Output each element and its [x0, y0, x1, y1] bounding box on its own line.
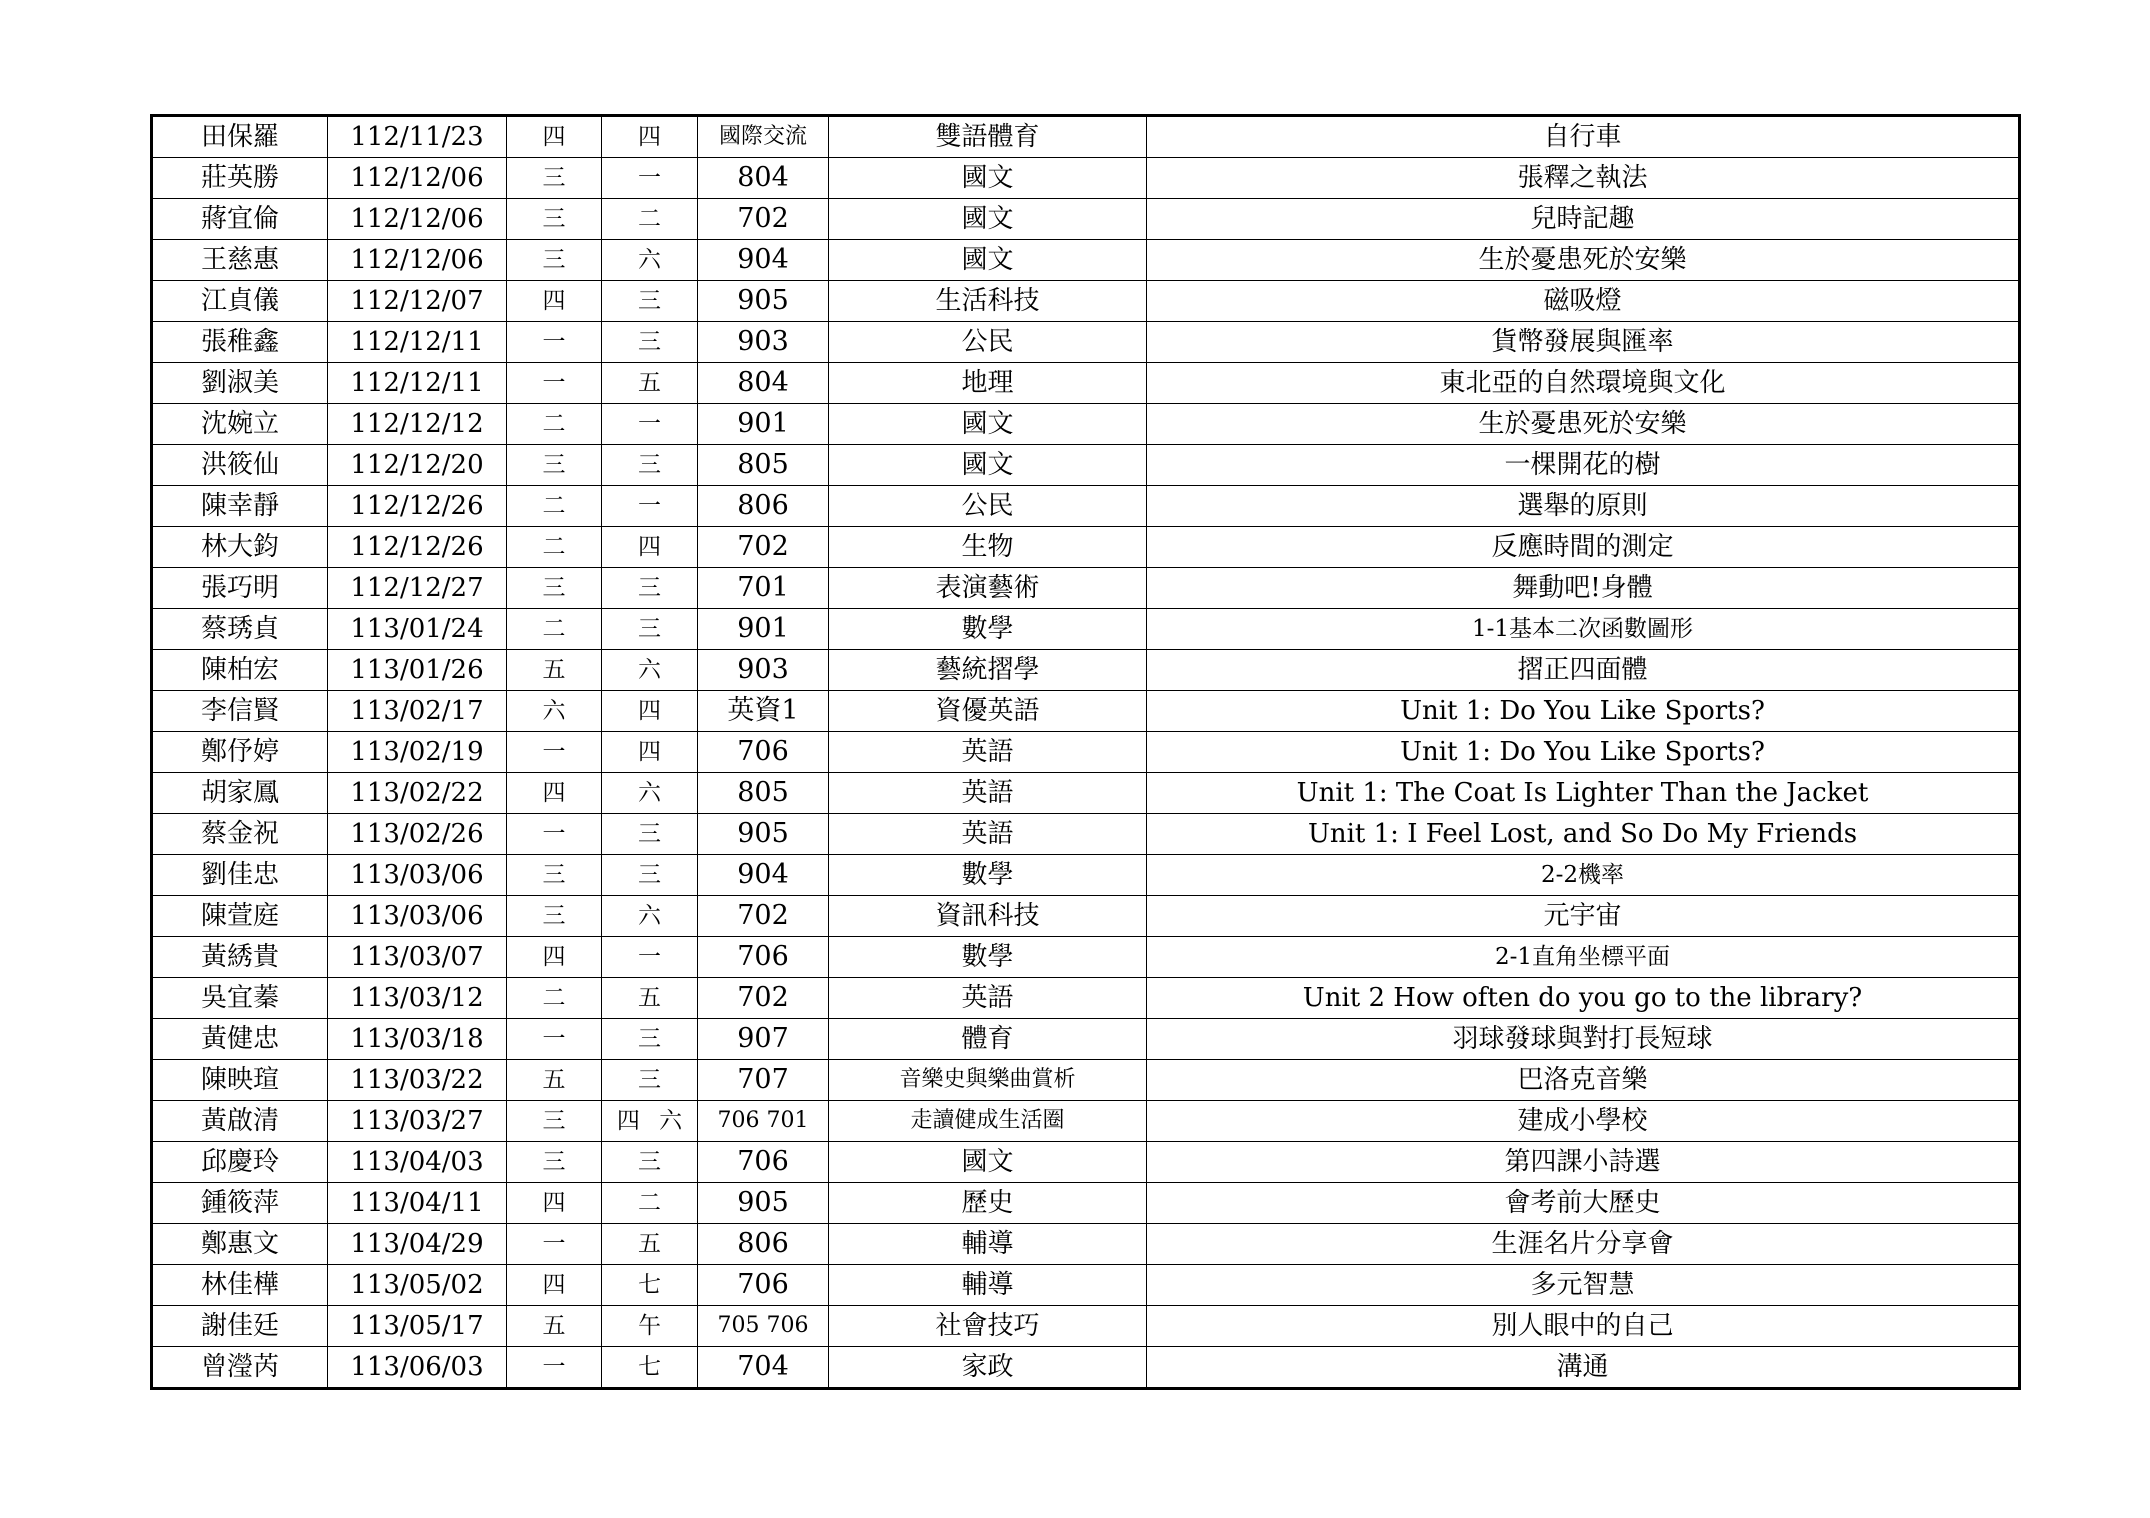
date-cell: 113/02/19 — [328, 732, 507, 773]
weekday-cell: 四 — [507, 937, 602, 978]
date-cell: 113/06/03 — [328, 1347, 507, 1389]
date-cell: 112/12/06 — [328, 158, 507, 199]
teacher-name-cell: 黃健忠 — [152, 1019, 328, 1060]
teacher-name-cell: 田保羅 — [152, 116, 328, 158]
teacher-name-cell: 邱慶玲 — [152, 1142, 328, 1183]
date-cell: 113/05/17 — [328, 1306, 507, 1347]
table-row — [152, 1306, 2020, 1347]
class-cell: 804 — [698, 158, 829, 199]
subject-cell: 數學 — [829, 609, 1147, 650]
table-row — [152, 1224, 2020, 1265]
topic-cell: 元宇宙 — [1147, 896, 2020, 937]
class-cell: 805 — [698, 445, 829, 486]
class-cell: 901 — [698, 404, 829, 445]
class-cell: 702 — [698, 896, 829, 937]
subject-cell: 公民 — [829, 322, 1147, 363]
weekday-cell: 二 — [507, 609, 602, 650]
subject-cell: 藝統摺學 — [829, 650, 1147, 691]
topic-cell: 摺正四面體 — [1147, 650, 2020, 691]
weekday-cell: 三 — [507, 896, 602, 937]
subject-cell: 走讀健成生活圈 — [829, 1101, 1147, 1142]
period-cell: 一 — [602, 158, 698, 199]
teacher-name-cell: 林大鈞 — [152, 527, 328, 568]
subject-cell: 國文 — [829, 445, 1147, 486]
table-row — [152, 158, 2020, 199]
teacher-name-cell: 曾瀅芮 — [152, 1347, 328, 1389]
topic-cell: Unit 1: The Coat Is Lighter Than the Jacket — [1147, 773, 2020, 814]
date-cell: 112/12/27 — [328, 568, 507, 609]
topic-cell: 第四課小詩選 — [1147, 1142, 2020, 1183]
table-row — [152, 486, 2020, 527]
date-cell: 113/03/27 — [328, 1101, 507, 1142]
period-cell: 二 — [602, 1183, 698, 1224]
weekday-cell: 四 — [507, 773, 602, 814]
topic-cell: Unit 1: I Feel Lost, and So Do My Friends — [1147, 814, 2020, 855]
class-cell: 702 — [698, 199, 829, 240]
subject-cell: 國文 — [829, 158, 1147, 199]
table-row — [152, 855, 2020, 896]
weekday-cell: 二 — [507, 486, 602, 527]
class-cell: 706 701 — [698, 1101, 829, 1142]
period-cell: 三 — [602, 609, 698, 650]
topic-cell: 兒時記趣 — [1147, 199, 2020, 240]
class-cell: 702 — [698, 978, 829, 1019]
weekday-cell: 三 — [507, 199, 602, 240]
weekday-cell: 一 — [507, 1347, 602, 1389]
table-row — [152, 445, 2020, 486]
topic-cell: Unit 1: Do You Like Sports? — [1147, 732, 2020, 773]
date-cell: 113/04/11 — [328, 1183, 507, 1224]
date-cell: 112/12/26 — [328, 486, 507, 527]
class-cell: 904 — [698, 240, 829, 281]
class-cell: 905 — [698, 814, 829, 855]
class-cell: 901 — [698, 609, 829, 650]
date-cell: 113/04/03 — [328, 1142, 507, 1183]
class-cell: 國際交流 — [698, 116, 829, 158]
weekday-cell: 四 — [507, 1183, 602, 1224]
teacher-name-cell: 沈婉立 — [152, 404, 328, 445]
table-row — [152, 650, 2020, 691]
subject-cell: 輔導 — [829, 1224, 1147, 1265]
table-row — [152, 1142, 2020, 1183]
period-cell: 午 — [602, 1306, 698, 1347]
teacher-name-cell: 謝佳廷 — [152, 1306, 328, 1347]
class-cell: 705 706 — [698, 1306, 829, 1347]
teacher-name-cell: 陳柏宏 — [152, 650, 328, 691]
weekday-cell: 五 — [507, 1306, 602, 1347]
subject-cell: 表演藝術 — [829, 568, 1147, 609]
topic-cell: 1-1基本二次函數圖形 — [1147, 609, 2020, 650]
period-cell: 三 — [602, 445, 698, 486]
class-cell: 903 — [698, 650, 829, 691]
topic-cell: 選舉的原則 — [1147, 486, 2020, 527]
date-cell: 113/03/07 — [328, 937, 507, 978]
period-cell: 三 — [602, 1019, 698, 1060]
date-cell: 113/03/18 — [328, 1019, 507, 1060]
class-cell: 706 — [698, 1265, 829, 1306]
table-row — [152, 1101, 2020, 1142]
period-cell: 三 — [602, 1060, 698, 1101]
date-cell: 113/02/17 — [328, 691, 507, 732]
teacher-name-cell: 張巧明 — [152, 568, 328, 609]
topic-cell: 建成小學校 — [1147, 1101, 2020, 1142]
period-cell: 六 — [602, 896, 698, 937]
period-cell: 一 — [602, 404, 698, 445]
topic-cell: 自行車 — [1147, 116, 2020, 158]
date-cell: 112/12/26 — [328, 527, 507, 568]
class-cell: 804 — [698, 363, 829, 404]
date-cell: 113/03/22 — [328, 1060, 507, 1101]
table-row — [152, 609, 2020, 650]
topic-cell: 生於憂患死於安樂 — [1147, 240, 2020, 281]
weekday-cell: 六 — [507, 691, 602, 732]
teacher-name-cell: 江貞儀 — [152, 281, 328, 322]
date-cell: 113/03/12 — [328, 978, 507, 1019]
topic-cell: 生涯名片分享會 — [1147, 1224, 2020, 1265]
teacher-name-cell: 黃綉貴 — [152, 937, 328, 978]
period-cell: 三 — [602, 1142, 698, 1183]
period-cell: 七 — [602, 1347, 698, 1389]
class-cell: 701 — [698, 568, 829, 609]
subject-cell: 英語 — [829, 732, 1147, 773]
weekday-cell: 一 — [507, 1224, 602, 1265]
topic-cell: 多元智慧 — [1147, 1265, 2020, 1306]
date-cell: 112/12/07 — [328, 281, 507, 322]
date-cell: 113/03/06 — [328, 855, 507, 896]
class-cell: 706 — [698, 937, 829, 978]
date-cell: 112/12/11 — [328, 322, 507, 363]
teacher-name-cell: 胡家鳳 — [152, 773, 328, 814]
weekday-cell: 四 — [507, 1265, 602, 1306]
subject-cell: 社會技巧 — [829, 1306, 1147, 1347]
topic-cell: 2-2機率 — [1147, 855, 2020, 896]
weekday-cell: 一 — [507, 322, 602, 363]
weekday-cell: 三 — [507, 855, 602, 896]
class-cell: 706 — [698, 1142, 829, 1183]
teacher-name-cell: 劉淑美 — [152, 363, 328, 404]
date-cell: 113/04/29 — [328, 1224, 507, 1265]
table-row — [152, 814, 2020, 855]
date-cell: 112/12/12 — [328, 404, 507, 445]
teacher-name-cell: 林佳樺 — [152, 1265, 328, 1306]
weekday-cell: 三 — [507, 445, 602, 486]
teacher-name-cell: 李信賢 — [152, 691, 328, 732]
topic-cell: 反應時間的測定 — [1147, 527, 2020, 568]
teacher-name-cell: 蔣宜倫 — [152, 199, 328, 240]
weekday-cell: 三 — [507, 240, 602, 281]
topic-cell: 貨幣發展與匯率 — [1147, 322, 2020, 363]
subject-cell: 國文 — [829, 1142, 1147, 1183]
teacher-name-cell: 莊英勝 — [152, 158, 328, 199]
table-row — [152, 363, 2020, 404]
subject-cell: 資訊科技 — [829, 896, 1147, 937]
table-row — [152, 116, 2020, 158]
period-cell: 一 — [602, 486, 698, 527]
weekday-cell: 一 — [507, 732, 602, 773]
period-cell: 一 — [602, 937, 698, 978]
period-cell: 三 — [602, 281, 698, 322]
teacher-name-cell: 蔡琇貞 — [152, 609, 328, 650]
topic-cell: 東北亞的自然環境與文化 — [1147, 363, 2020, 404]
period-cell: 四 — [602, 527, 698, 568]
period-cell: 五 — [602, 1224, 698, 1265]
subject-cell: 家政 — [829, 1347, 1147, 1389]
date-cell: 113/02/22 — [328, 773, 507, 814]
period-cell: 三 — [602, 855, 698, 896]
weekday-cell: 三 — [507, 1101, 602, 1142]
period-cell: 六 — [602, 773, 698, 814]
teacher-name-cell: 鄭惠文 — [152, 1224, 328, 1265]
period-cell: 三 — [602, 568, 698, 609]
subject-cell: 地理 — [829, 363, 1147, 404]
subject-cell: 數學 — [829, 855, 1147, 896]
table-row — [152, 896, 2020, 937]
weekday-cell: 三 — [507, 1142, 602, 1183]
period-cell: 五 — [602, 978, 698, 1019]
table-row — [152, 281, 2020, 322]
date-cell: 113/02/26 — [328, 814, 507, 855]
teacher-name-cell: 黃啟清 — [152, 1101, 328, 1142]
table-row — [152, 1183, 2020, 1224]
weekday-cell: 二 — [507, 978, 602, 1019]
period-cell: 七 — [602, 1265, 698, 1306]
table-row — [152, 199, 2020, 240]
topic-cell: Unit 2 How often do you go to the library? — [1147, 978, 2020, 1019]
class-cell: 707 — [698, 1060, 829, 1101]
period-cell: 四 — [602, 691, 698, 732]
teacher-name-cell: 吳宜蓁 — [152, 978, 328, 1019]
teacher-name-cell: 陳萱庭 — [152, 896, 328, 937]
table-row — [152, 568, 2020, 609]
subject-cell: 公民 — [829, 486, 1147, 527]
weekday-cell: 五 — [507, 650, 602, 691]
subject-cell: 國文 — [829, 240, 1147, 281]
topic-cell: 張釋之執法 — [1147, 158, 2020, 199]
class-cell: 905 — [698, 1183, 829, 1224]
class-cell: 905 — [698, 281, 829, 322]
subject-cell: 國文 — [829, 199, 1147, 240]
table-row — [152, 691, 2020, 732]
class-cell: 903 — [698, 322, 829, 363]
teacher-name-cell: 洪筱仙 — [152, 445, 328, 486]
date-cell: 112/12/11 — [328, 363, 507, 404]
period-cell: 五 — [602, 363, 698, 404]
period-cell: 四 — [602, 732, 698, 773]
weekday-cell: 四 — [507, 281, 602, 322]
subject-cell: 英語 — [829, 814, 1147, 855]
weekday-cell: 二 — [507, 527, 602, 568]
class-cell: 英資1 — [698, 691, 829, 732]
weekday-cell: 一 — [507, 363, 602, 404]
date-cell: 112/11/23 — [328, 116, 507, 158]
class-cell: 706 — [698, 732, 829, 773]
table-row — [152, 937, 2020, 978]
subject-cell: 數學 — [829, 937, 1147, 978]
class-cell: 806 — [698, 1224, 829, 1265]
table-row — [152, 404, 2020, 445]
teacher-name-cell: 鄭伃婷 — [152, 732, 328, 773]
table-row — [152, 1060, 2020, 1101]
subject-cell: 體育 — [829, 1019, 1147, 1060]
period-cell: 三 — [602, 322, 698, 363]
date-cell: 112/12/20 — [328, 445, 507, 486]
period-cell: 四 — [602, 116, 698, 158]
teacher-name-cell: 陳幸靜 — [152, 486, 328, 527]
weekday-cell: 四 — [507, 116, 602, 158]
topic-cell: 溝通 — [1147, 1347, 2020, 1389]
table-row — [152, 1265, 2020, 1306]
period-cell: 三 — [602, 814, 698, 855]
subject-cell: 歷史 — [829, 1183, 1147, 1224]
weekday-cell: 一 — [507, 814, 602, 855]
topic-cell: 羽球發球與對打長短球 — [1147, 1019, 2020, 1060]
table-row — [152, 1347, 2020, 1389]
teacher-name-cell: 張稚鑫 — [152, 322, 328, 363]
subject-cell: 音樂史與樂曲賞析 — [829, 1060, 1147, 1101]
class-cell: 704 — [698, 1347, 829, 1389]
topic-cell: 一棵開花的樹 — [1147, 445, 2020, 486]
subject-cell: 輔導 — [829, 1265, 1147, 1306]
table-row — [152, 322, 2020, 363]
table-row — [152, 732, 2020, 773]
table-row — [152, 773, 2020, 814]
topic-cell: 會考前大歷史 — [1147, 1183, 2020, 1224]
date-cell: 113/05/02 — [328, 1265, 507, 1306]
class-cell: 907 — [698, 1019, 829, 1060]
topic-cell: 2-1直角坐標平面 — [1147, 937, 2020, 978]
date-cell: 113/03/06 — [328, 896, 507, 937]
date-cell: 112/12/06 — [328, 199, 507, 240]
period-cell: 六 — [602, 240, 698, 281]
teacher-name-cell: 劉佳忠 — [152, 855, 328, 896]
date-cell: 113/01/24 — [328, 609, 507, 650]
subject-cell: 生物 — [829, 527, 1147, 568]
observation-schedule-table — [150, 114, 2021, 1390]
subject-cell: 國文 — [829, 404, 1147, 445]
period-cell: 二 — [602, 199, 698, 240]
period-cell: 六 — [602, 650, 698, 691]
topic-cell: 磁吸燈 — [1147, 281, 2020, 322]
weekday-cell: 二 — [507, 404, 602, 445]
class-cell: 805 — [698, 773, 829, 814]
class-cell: 702 — [698, 527, 829, 568]
topic-cell: 舞動吧!身體 — [1147, 568, 2020, 609]
weekday-cell: 五 — [507, 1060, 602, 1101]
table-row — [152, 527, 2020, 568]
table-row — [152, 1019, 2020, 1060]
weekday-cell: 三 — [507, 568, 602, 609]
subject-cell: 雙語體育 — [829, 116, 1147, 158]
teacher-name-cell: 鍾筱萍 — [152, 1183, 328, 1224]
weekday-cell: 一 — [507, 1019, 602, 1060]
subject-cell: 資優英語 — [829, 691, 1147, 732]
subject-cell: 英語 — [829, 773, 1147, 814]
teacher-name-cell: 陳映瑄 — [152, 1060, 328, 1101]
subject-cell: 英語 — [829, 978, 1147, 1019]
topic-cell: Unit 1: Do You Like Sports? — [1147, 691, 2020, 732]
class-cell: 904 — [698, 855, 829, 896]
topic-cell: 巴洛克音樂 — [1147, 1060, 2020, 1101]
table-row — [152, 240, 2020, 281]
period-cell: 四 六 — [602, 1101, 698, 1142]
topic-cell: 別人眼中的自己 — [1147, 1306, 2020, 1347]
weekday-cell: 三 — [507, 158, 602, 199]
table-row — [152, 978, 2020, 1019]
subject-cell: 生活科技 — [829, 281, 1147, 322]
teacher-name-cell: 蔡金祝 — [152, 814, 328, 855]
topic-cell: 生於憂患死於安樂 — [1147, 404, 2020, 445]
date-cell: 113/01/26 — [328, 650, 507, 691]
table-body — [152, 116, 2020, 1389]
date-cell: 112/12/06 — [328, 240, 507, 281]
teacher-name-cell: 王慈惠 — [152, 240, 328, 281]
class-cell: 806 — [698, 486, 829, 527]
